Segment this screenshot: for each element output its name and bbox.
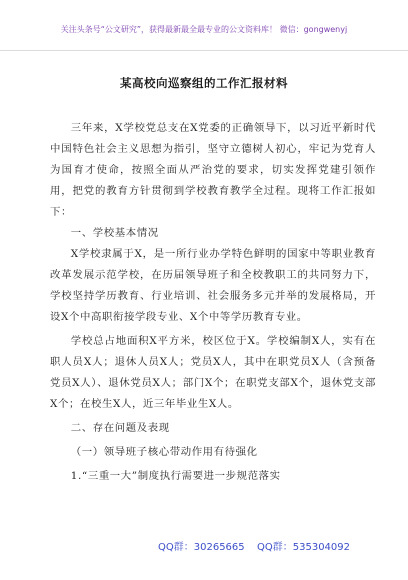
document-title: 某高校向巡察组的工作汇报材料 [120, 76, 288, 90]
document-body [50, 118, 376, 487]
paragraph-school-overview: X学校隶属于X，是一所行业办学特色鲜明的国家中等职业教育改革发展示范学校，在历届领导班子和全校教职工的共同努力下，学校坚持学历教育、行业培训、社会服务多元并举的发展格局，开设X个中高职衔接学段专业、X个中等学历教育专业。 [50, 248, 376, 323]
intro-paragraph: 三年来，X学校党总支在X党委的正确领导下，以习近平新时代中国特色社会主义思想为指引，坚守立德树人初心，牢记为党育人为国育才使命，按照全面从严治党的要求，切实发挥党建引领作用，把党的教育方针贯彻到学校教育教学全过程。现将工作汇报如下： [50, 122, 376, 218]
qq-group-1[interactable]: QQ群：30265665 [158, 542, 245, 553]
item-heading-1: 1.“三重一大”制度执行需要进一步规范落实 [70, 470, 281, 482]
paragraph-school-stats: 学校总占地面积X平方米，校区位于X。学校编制X人，实有在职人员X人；退休人员X人；党员X人，其中在职党员X人（含预备党员X人）、退休党员X人；部门X个；在职党支部X个，退休党支部X个；在校生X人，近三年毕业生X人。 [50, 335, 376, 410]
qq-group-2[interactable]: QQ群：535304092 [257, 542, 351, 553]
section-heading-1: 一、学校基本情况 [70, 227, 159, 239]
header-bar [0, 0, 408, 51]
subsection-heading-1: （一）领导班子核心带动作用有待强化 [70, 446, 258, 458]
section-heading-2: 二、存在问题及表现 [70, 422, 170, 434]
promo-banner[interactable]: 关注头条号“公文研究”，获得最新最全最专业的公文资料库！ 微信：gongwenyj [60, 25, 348, 34]
